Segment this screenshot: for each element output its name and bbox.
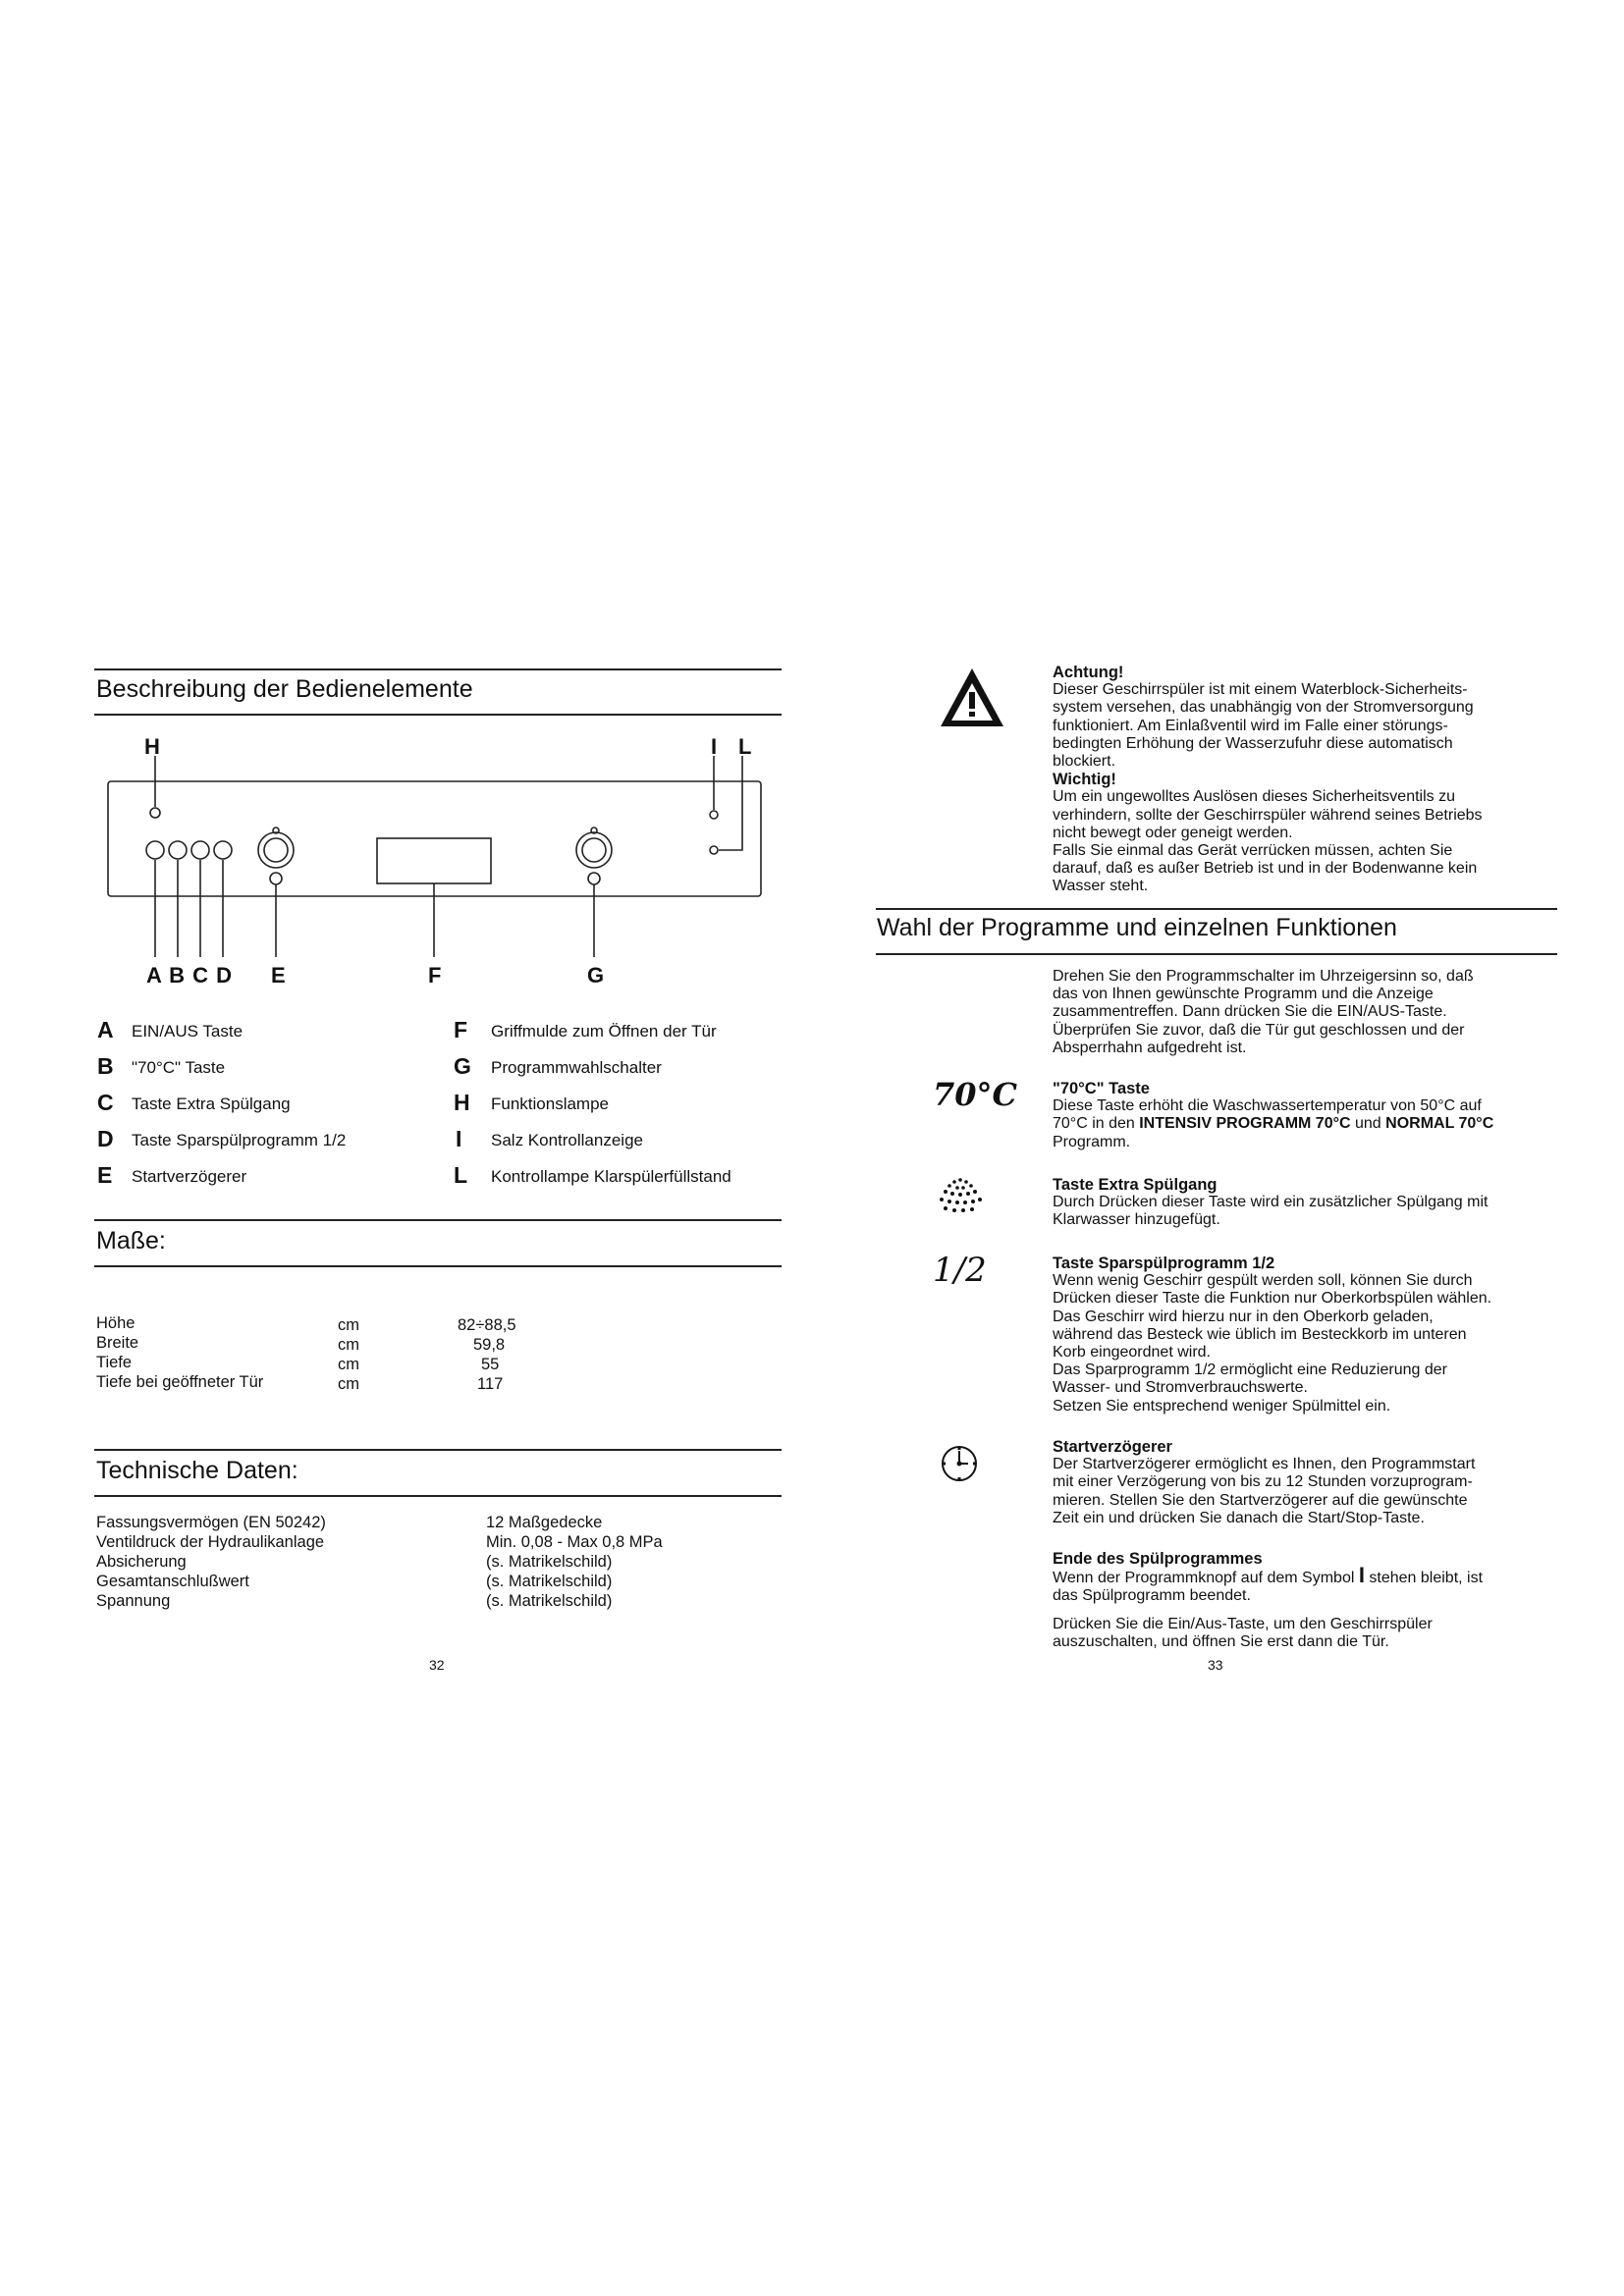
function-half-load [1053, 1255, 1561, 1415]
legend-text: EIN/AUS Taste [132, 1022, 244, 1041]
dimension-value: 82÷88,5 [458, 1316, 516, 1334]
half-load-icon: 1/2 [933, 1251, 987, 1290]
text-line: Drücken dieser Taste die Funktion nur Oberkorbspülen wählen. [1053, 1290, 1492, 1308]
text-line: Drücken Sie die Ein/Aus-Taste, um den Geschirrspüler [1053, 1616, 1433, 1632]
text-line: Drehen Sie den Programmschalter im Uhrzeigersinn so, daß [1053, 968, 1474, 985]
dimension-unit: cm [338, 1316, 359, 1334]
legend-letter: G [454, 1053, 471, 1079]
text-line [1053, 1115, 1561, 1133]
delay-clock-icon [940, 1441, 979, 1484]
tech-label: Gesamtanschlußwert [96, 1573, 249, 1590]
end-symbol-icon: I [1358, 1563, 1365, 1588]
function-start-delay [1053, 1438, 1561, 1527]
function-title: Startverzögerer [1053, 1438, 1172, 1456]
tech-label: Fassungsvermögen (EN 50242) [96, 1514, 326, 1531]
text-line: funktioniert. Am Einlaßventil wird im Falle einer störungs- [1053, 717, 1448, 734]
program-name: NORMAL 70°C [1385, 1115, 1494, 1133]
program-end-instruction [1053, 1616, 1561, 1651]
dimension-value: 117 [477, 1375, 504, 1393]
text-fragment: stehen bleibt, ist [1364, 1570, 1484, 1587]
function-70c [1053, 1080, 1561, 1151]
text-line: Durch Drücken dieser Taste wird ein zusätzlicher Spülgang mit [1053, 1194, 1489, 1211]
dimension-label: Tiefe [96, 1354, 133, 1371]
text-line [1053, 1563, 1561, 1588]
text-line: Überprüfen Sie zuvor, daß die Tür gut geschlossen und der [1053, 1021, 1465, 1039]
door-handle-recess [377, 838, 491, 883]
legend-letter: A [97, 1017, 114, 1042]
function-title: Ende des Spülprogrammes [1053, 1550, 1263, 1568]
dimension-value: 55 [481, 1356, 500, 1373]
text-line: Wenn wenig Geschirr gespült werden soll, können Sie durch [1053, 1272, 1473, 1290]
70c-button-icon [169, 841, 187, 859]
text-line: mit einer Verzögerung von bis zu 12 Stunden vorzuprogram- [1053, 1473, 1473, 1491]
legend-letter: B [97, 1053, 114, 1079]
text-fragment: 70°C in den [1053, 1115, 1140, 1133]
function-title: Taste Sparspülprogramm 1/2 [1053, 1255, 1275, 1272]
legend-letter: D [97, 1126, 114, 1151]
on-off-button-icon [146, 841, 164, 859]
text-line: Zeit ein und drücken Sie danach die Start/Stop-Taste. [1053, 1509, 1425, 1526]
panel-label-i: I [711, 734, 718, 759]
panel-label-l: L [738, 734, 752, 759]
section-rule [94, 1219, 782, 1221]
text-line: bedingten Erhöhung der Wasserzufuhr diese automatisch [1053, 734, 1453, 752]
text-line: Programm. [1053, 1133, 1131, 1150]
function-extra-rinse [1053, 1176, 1561, 1230]
tech-value: (s. Matrikelschild) [486, 1592, 613, 1610]
tech-value: Min. 0,08 - Max 0,8 MPa [486, 1533, 663, 1551]
text-line: das Spülprogramm beendet. [1053, 1587, 1251, 1605]
half-load-button-icon [214, 841, 232, 859]
dimension-unit: cm [338, 1356, 359, 1373]
text-line: Absperrhahn aufgedreht ist. [1053, 1039, 1247, 1056]
text-line: system versehen, das unabhängig von der Stromversorgung [1053, 699, 1474, 717]
tech-value: (s. Matrikelschild) [486, 1553, 613, 1571]
section-rule [94, 1495, 782, 1497]
text-line: Der Startverzögerer ermöglicht es Ihnen, den Programmstart [1053, 1456, 1476, 1473]
text-line: mieren. Stellen Sie den Startverzögerer auf die gewünschte [1053, 1491, 1468, 1509]
rinse-aid-indicator-icon [710, 846, 718, 854]
section-title-controls: Beschreibung der Bedienelemente [96, 675, 473, 703]
legend-text: Programmwahlschalter [491, 1058, 662, 1077]
text-line: Falls Sie einmal das Gerät verrücken müssen, achten Sie [1053, 842, 1453, 860]
dimension-unit: cm [338, 1375, 359, 1393]
text-line: Setzen Sie entsprechend weniger Spülmittel ein. [1053, 1397, 1391, 1415]
legend-text: Startverzögerer [132, 1167, 247, 1186]
section-rule [94, 714, 782, 716]
function-title: Taste Extra Spülgang [1053, 1176, 1218, 1194]
legend-text: Kontrollampe Klarspülerfüllstand [491, 1167, 731, 1186]
legend-letter: H [454, 1090, 470, 1115]
tech-value: 12 Maßgedecke [486, 1514, 603, 1531]
section-title-dimensions: Maße: [96, 1227, 166, 1255]
panel-label-e: E [271, 963, 286, 988]
panel-label-h: H [144, 734, 160, 759]
achtung-title: Achtung! [1053, 664, 1124, 681]
wichtig-title: Wichtig! [1053, 771, 1116, 789]
section-rule [94, 1265, 782, 1267]
dimension-label: Breite [96, 1334, 139, 1352]
text-line: Das Geschirr wird hierzu nur in den Oberkorb geladen, [1053, 1308, 1434, 1325]
text-line: Diese Taste erhöht die Waschwassertemperatur von 50°C auf [1053, 1097, 1482, 1115]
section-title-tech: Technische Daten: [96, 1457, 298, 1484]
legend-text: "70°C" Taste [132, 1058, 226, 1077]
legend-letter: I [456, 1126, 462, 1151]
legend-text: Funktionslampe [491, 1095, 610, 1113]
tech-label: Ventildruck der Hydraulikanlage [96, 1533, 325, 1551]
panel-label-g: G [587, 963, 605, 988]
legend-text: Taste Extra Spülgang [132, 1095, 291, 1113]
text-line: darauf, daß es außer Betrieb ist und in der Bodenwanne kein [1053, 860, 1478, 878]
page-number: 32 [429, 1657, 445, 1673]
dimension-value: 59,8 [473, 1336, 506, 1354]
text-line: verhindern, sollte der Geschirrspüler während seines Betriebs [1053, 806, 1483, 824]
extra-rinse-button-icon [191, 841, 209, 859]
dimension-unit: cm [338, 1336, 359, 1354]
legend-letter: E [97, 1162, 113, 1188]
text-line: Um ein ungewolltes Auslösen dieses Sicherheitsventils zu [1053, 788, 1455, 806]
text-line: zusammentreffen. Dann drücken Sie die EIN/AUS-Taste. [1053, 1003, 1447, 1021]
legend-text: Griffmulde zum Öffnen der Tür [491, 1022, 717, 1041]
text-line: Wasser- und Stromverbrauchswerte. [1053, 1379, 1308, 1397]
section-title-programs: Wahl der Programme und einzelnen Funktionen [877, 914, 1397, 941]
dimension-label: Höhe [96, 1314, 135, 1332]
text-line: Klarwasser hinzugefügt. [1053, 1211, 1220, 1229]
text-fragment: Wenn der Programmknopf auf dem Symbol [1053, 1570, 1359, 1587]
text-line: blockiert. [1053, 753, 1116, 771]
program-end [1053, 1550, 1561, 1606]
text-line: nicht bewegt oder geneigt werden. [1053, 824, 1293, 841]
warning-triangle-icon [938, 666, 1006, 730]
text-line: auszuschalten, und öffnen Sie erst dann die Tür. [1053, 1633, 1389, 1651]
panel-label-abcd: A B C D [146, 963, 234, 988]
legend-letter: F [454, 1017, 468, 1042]
text-line: während das Besteck wie üblich im Besteckkorb im unteren [1053, 1325, 1467, 1343]
section-rule [876, 908, 1557, 910]
function-title: "70°C" Taste [1053, 1080, 1150, 1097]
panel-label-f: F [428, 963, 442, 988]
section-rule [94, 1449, 782, 1451]
page-number: 33 [1208, 1657, 1223, 1673]
salt-indicator-icon [710, 811, 718, 819]
extra-rinse-icon [933, 1176, 988, 1215]
section-rule [876, 953, 1557, 955]
function-lamp-icon [150, 808, 160, 818]
legend-text: Salz Kontrollanzeige [491, 1131, 643, 1149]
legend-text: Taste Sparspülprogramm 1/2 [132, 1131, 347, 1149]
safety-notice [1053, 664, 1561, 896]
tech-value: (s. Matrikelschild) [486, 1573, 613, 1590]
text-line: Dieser Geschirrspüler ist mit einem Waterblock-Sicherheits- [1053, 681, 1468, 699]
70c-icon: 70°C [933, 1076, 1017, 1113]
dimension-label: Tiefe bei geöffneter Tür [96, 1373, 264, 1391]
text-fragment: und [1350, 1115, 1386, 1133]
tech-label: Absicherung [96, 1553, 187, 1571]
tech-label: Spannung [96, 1592, 171, 1610]
program-name: INTENSIV PROGRAMM 70°C [1139, 1115, 1351, 1133]
text-line: Korb eingeordnet wird. [1053, 1344, 1211, 1362]
section-rule [94, 668, 782, 670]
legend-letter: L [454, 1162, 468, 1188]
text-line: Das Sparprogramm 1/2 ermöglicht eine Reduzierung der [1053, 1362, 1447, 1379]
text-line: das von Ihnen gewünschte Programm und die Anzeige [1053, 986, 1434, 1003]
legend-letter: C [97, 1090, 114, 1115]
programs-intro [1053, 968, 1561, 1057]
control-panel-diagram [94, 756, 782, 972]
text-line: Wasser steht. [1053, 878, 1149, 895]
